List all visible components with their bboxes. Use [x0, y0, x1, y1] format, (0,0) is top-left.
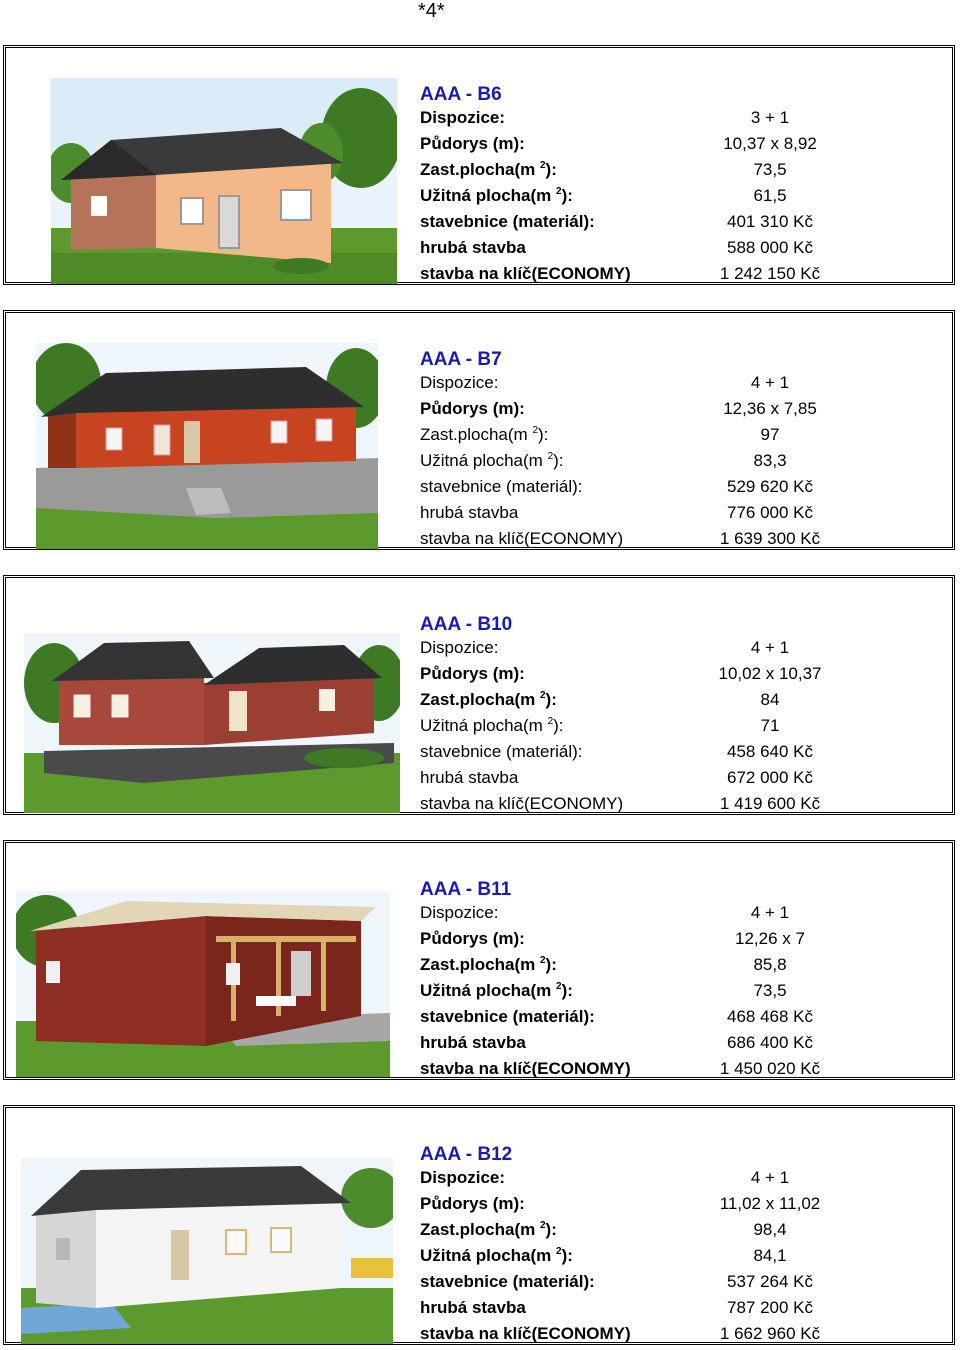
house-photo-b10: [24, 633, 400, 813]
house-photo-b6: [51, 78, 397, 284]
house-photo-b7: [36, 343, 378, 549]
row-dispozice: Dispozice: 4 + 1: [420, 638, 790, 657]
row-stavebnice: stavebnice (materiál): 458 640 Kč: [420, 742, 813, 761]
row-zast-plocha: Zast.plocha(m $^2$): 98,4: [420, 1220, 787, 1239]
house-card-b11: [3, 840, 955, 1080]
row-dispozice: Dispozice: 4 + 1: [420, 903, 790, 922]
house-title: AAA - B10: [420, 614, 513, 635]
row-uzitna-plocha: Užitná plocha(m $^2$): 73,5: [420, 981, 787, 1000]
house-photo-b12: [21, 1158, 393, 1344]
house-title: AAA - B11: [420, 879, 512, 900]
row-hruba-stavba: hrubá stavba 787 200 Kč: [420, 1298, 813, 1317]
row-zast-plocha: Zast.plocha(m $^2$): 97: [420, 425, 780, 444]
row-zast-plocha: Zast.plocha(m $^2$): 85,8: [420, 955, 787, 974]
row-dispozice: Dispozice: 3 + 1: [420, 108, 790, 127]
house-card-b6: [3, 45, 955, 285]
house-photo-b11: [16, 891, 390, 1077]
house-card-b7: [3, 310, 955, 550]
row-uzitna-plocha: Užitná plocha(m $^2$): 83,3: [420, 451, 787, 470]
row-dispozice: Dispozice: 4 + 1: [420, 373, 790, 392]
row-hruba-stavba: hrubá stavba 672 000 Kč: [420, 768, 813, 787]
row-hruba-stavba: hrubá stavba 686 400 Kč: [420, 1033, 813, 1052]
row-na-klic: stavba na klíč(ECONOMY) 1 662 960 Kč: [420, 1324, 821, 1343]
house-title: AAA - B7: [420, 349, 502, 370]
row-stavebnice: stavebnice (materiál): 468 468 Kč: [420, 1007, 813, 1026]
row-hruba-stavba: hrubá stavba 588 000 Kč: [420, 238, 813, 257]
house-title: AAA - B12: [420, 1144, 513, 1165]
row-pudorys: Půdorys (m): 12,36 x 7,85: [420, 399, 817, 418]
row-dispozice: Dispozice: 4 + 1: [420, 1168, 790, 1187]
row-pudorys: Půdorys (m): 10,02 x 10,37: [420, 664, 822, 683]
row-zast-plocha: Zast.plocha(m $^2$): 73,5: [420, 160, 787, 179]
row-pudorys: Půdorys (m): 10,37 x 8,92: [420, 134, 817, 153]
row-hruba-stavba: hrubá stavba 776 000 Kč: [420, 503, 813, 522]
page-number: *4*: [418, 0, 445, 22]
row-stavebnice: stavebnice (materiál): 529 620 Kč: [420, 477, 813, 496]
house-title: AAA - B6: [420, 84, 502, 105]
row-na-klic: stavba na klíč(ECONOMY) 1 450 020 Kč: [420, 1059, 821, 1078]
row-zast-plocha: Zast.plocha(m $^2$): 84: [420, 690, 780, 709]
row-stavebnice: stavebnice (materiál): 401 310 Kč: [420, 212, 813, 231]
house-card-b12: [3, 1105, 955, 1345]
row-na-klic: stavba na klíč(ECONOMY) 1 639 300 Kč: [420, 529, 821, 548]
row-uzitna-plocha: Užitná plocha(m $^2$): 84,1: [420, 1246, 787, 1265]
row-uzitna-plocha: Užitná plocha(m $^2$): 61,5: [420, 186, 787, 205]
row-pudorys: Půdorys (m): 11,02 x 11,02: [420, 1194, 821, 1213]
row-stavebnice: stavebnice (materiál): 537 264 Kč: [420, 1272, 813, 1291]
row-uzitna-plocha: Užitná plocha(m $^2$): 71: [420, 716, 780, 735]
row-na-klic: stavba na klíč(ECONOMY) 1 419 600 Kč: [420, 794, 821, 813]
row-pudorys: Půdorys (m): 12,26 x 7: [420, 929, 805, 948]
row-na-klic: stavba na klíč(ECONOMY) 1 242 150 Kč: [420, 264, 821, 283]
house-card-b10: [3, 575, 955, 815]
